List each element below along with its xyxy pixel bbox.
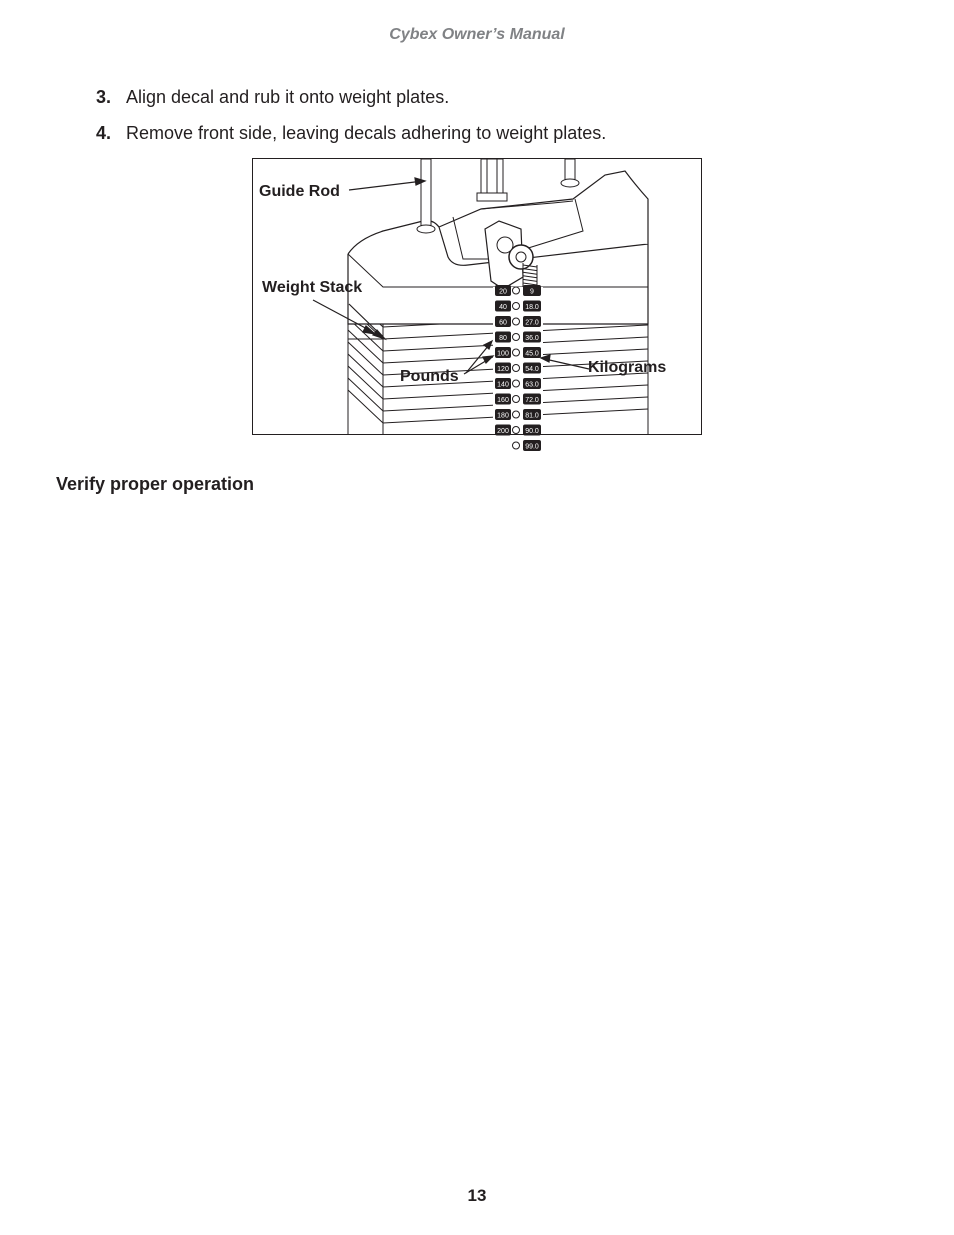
kilogram-decal-value: 18.0 xyxy=(525,304,539,311)
guide-rod-label: Guide Rod xyxy=(259,183,340,200)
step-number: 3. xyxy=(96,87,112,107)
pin-hole xyxy=(513,427,520,434)
pound-decal-value: 20 xyxy=(499,288,507,296)
kilogram-decal-value: 54.0 xyxy=(525,366,539,373)
pin-hole xyxy=(513,349,520,356)
kilogram-decal-value: 72.0 xyxy=(525,397,539,404)
pound-decal-value: 40 xyxy=(499,304,507,311)
kilograms-label: Kilograms xyxy=(588,359,667,376)
pound-decal-value: 180 xyxy=(497,412,509,420)
kilogram-decal-value: 45.0 xyxy=(525,350,539,358)
pin-hole xyxy=(513,365,520,372)
kilogram-decal-value: 99.0 xyxy=(525,443,539,451)
kilogram-decal-value: 36.0 xyxy=(525,335,539,342)
section-heading: Verify proper operation xyxy=(56,474,255,494)
pound-decal-value: 140 xyxy=(497,381,509,389)
page-number: 13 xyxy=(467,1186,487,1205)
pin-hole xyxy=(513,318,520,325)
running-header: Cybex Owner’s Manual xyxy=(389,26,565,43)
pound-decal-value: 160 xyxy=(497,397,509,404)
pound-decal-value: 60 xyxy=(499,319,507,327)
step-4 xyxy=(96,122,606,144)
pin-hole xyxy=(513,396,520,403)
kilogram-decal-value: 81.0 xyxy=(525,412,539,420)
kilogram-decal-value: 63.0 xyxy=(525,381,539,389)
pin-hole xyxy=(513,411,520,418)
pin-hole xyxy=(513,334,520,341)
step-3 xyxy=(96,86,449,108)
pound-decal-value: 200 xyxy=(497,428,509,435)
pin-hole xyxy=(513,303,520,310)
pounds-label: Pounds xyxy=(400,368,459,385)
pin-hole xyxy=(513,380,520,387)
kilogram-decal-value: 27.0 xyxy=(525,319,539,327)
pin-hole xyxy=(513,287,520,294)
step-number: 4. xyxy=(96,123,112,143)
pin-hole xyxy=(513,442,520,449)
kilogram-decal-value: 90.0 xyxy=(525,428,539,435)
pound-decal-value: 80 xyxy=(499,335,507,342)
step-text: Remove front side, leaving decals adhering to weight plates. xyxy=(126,123,607,143)
pound-decal-value: 100 xyxy=(497,350,509,358)
weight-stack-label: Weight Stack xyxy=(262,279,363,296)
kilogram-decal-value: 9 xyxy=(530,288,534,296)
step-text: Align decal and rub it onto weight plates. xyxy=(126,87,450,107)
weight-stack-figure xyxy=(252,158,702,451)
pound-decal-value: 120 xyxy=(497,366,509,373)
